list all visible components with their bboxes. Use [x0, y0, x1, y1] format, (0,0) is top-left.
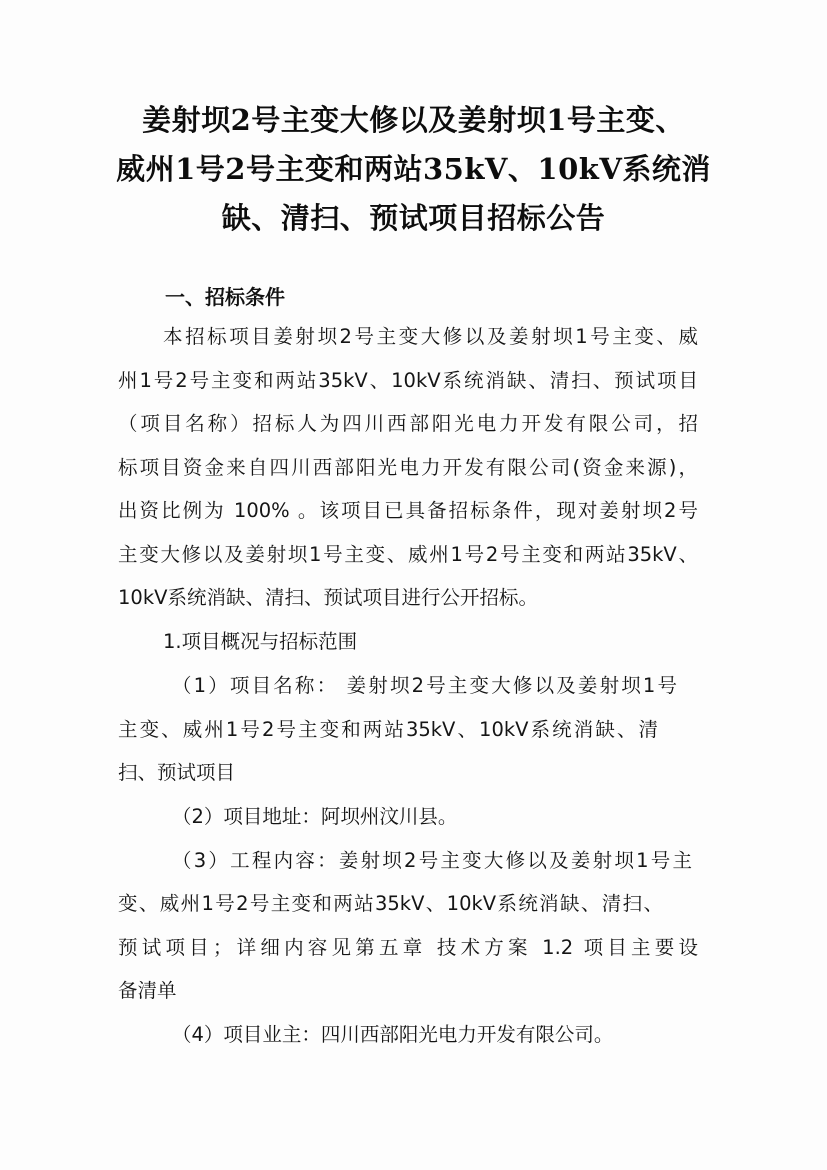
paragraph-line-5: 出资比例为 100% 。该项目已具备招标条件，现对姜射坝2号	[118, 499, 698, 522]
title-line-1: 姜射坝2号主变大修以及姜射坝1号主变、	[142, 103, 685, 137]
item3-line-1: （3）工程内容：姜射坝2号主变大修以及姜射坝1号主	[172, 849, 692, 872]
item4-project-owner: （4）项目业主：四川西部阳光电力开发有限公司。	[172, 1023, 614, 1046]
paragraph-line-2: 州1号2号主变和两站35kV、10kV系统消缺、清扫、预试项目	[118, 369, 698, 392]
section-heading-bidding-conditions: 一、招标条件	[165, 285, 285, 309]
item1-line-1: （1）项目名称： 姜射坝2号主变大修以及姜射坝1号	[172, 674, 677, 697]
item3-line-3: 预试项目；详细内容见第五章 技术方案 1.2 项目主要设	[118, 936, 698, 959]
item1-line-2: 主变、威州1号2号主变和两站35kV、10kV系统消缺、清	[118, 718, 658, 741]
item2-project-address: （2）项目地址：阿坝州汶川县。	[172, 805, 458, 828]
subsection-heading-project-overview: 1.项目概况与招标范围	[163, 630, 358, 653]
paragraph-line-4: 标项目资金来自四川西部阳光电力开发有限公司(资金来源)，	[118, 456, 698, 479]
paragraph-line-3: （项目名称）招标人为四川西部阳光电力开发有限公司，招	[118, 412, 698, 435]
paragraph-line-1: 本招标项目姜射坝2号主变大修以及姜射坝1号主变、威	[163, 325, 698, 348]
title-line-3: 缺、清扫、预试项目招标公告	[221, 201, 606, 235]
title-line-2: 威州1号2号主变和两站35kV、10kV系统消	[116, 152, 711, 186]
item3-line-2: 变、威州1号2号主变和两站35kV、10kV系统消缺、清扫、	[118, 892, 663, 915]
paragraph-line-7: 10kV系统消缺、清扫、预试项目进行公开招标。	[118, 586, 538, 609]
paragraph-line-6: 主变大修以及姜射坝1号主变、威州1号2号主变和两站35kV、	[118, 543, 698, 566]
item3-line-4: 备清单	[118, 979, 177, 1002]
item1-line-3: 扫、预试项目	[118, 761, 236, 784]
